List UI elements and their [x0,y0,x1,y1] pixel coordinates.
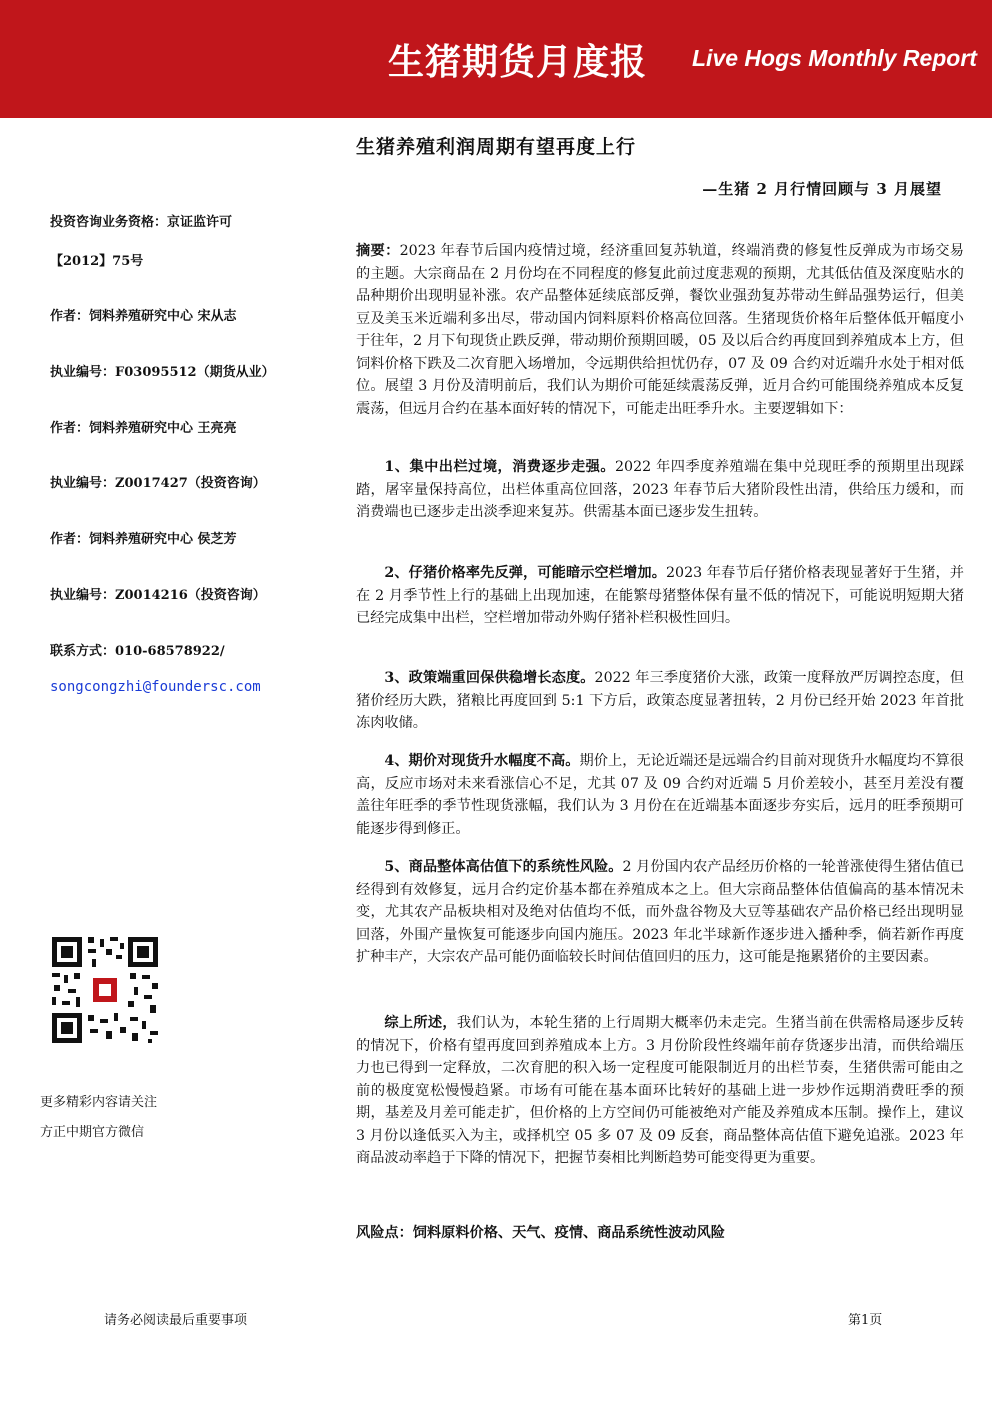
abstract-text: 2023 年春节后国内疫情过境，经济重回复苏轨道，终端消费的修复性反弹成为市场交易的主题。大宗商品在 2 月份均在不同程度的修复此前过度悲观的预期，尤其低估值及深度贴水的品种期价出现明显补涨。农产品整体延续底部反弹，餐饮业强劲复苏带动生鲜品强势运行，但美豆及美玉米近端利多出尽，带动国内饲料原料价格高位回落。生猪现货价格年后整体低开幅度小于往年，2 月下旬现货止跌反弹，带动期价预期回暖，05 及以后合约再度回到养殖成本上方，但饲料价格下跌及二次育肥入场增加，令远期供给担忧仍存，07 及 09 合约对近端升水处于相对低位。展望 3 月份及清明前后，我们认为期价可能延续震荡反弹，近月合约可能围绕养殖成本反复震荡，但远月合约在基本面好转的情况下，可能走出旺季升水。主要逻辑如下： [356,243,964,417]
section-2 [356,562,964,630]
summary-heading: 综上所述， [384,1015,457,1031]
abstract-label: 摘要： [356,243,400,259]
qualification-line-1: 投资咨询业务资格：京证监许可 [50,215,233,230]
license-1: 执业编号：F03095512（期货从业） [50,365,275,380]
report-title-cn: 生猪期货月度报 [388,42,648,83]
section-4 [356,750,964,840]
author-2: 作者：饲料养殖研究中心 王亮亮 [50,421,237,436]
document-subtitle: —生猪 2 月行情回顾与 3 月展望 [702,180,942,198]
abstract-paragraph [356,240,964,420]
section-1-text: 2022 年四季度养殖端在集中兑现旺季的预期里出现踩踏，屠宰量保持高位，出栏体重高位回落，2023 年春节后大猪阶段性出清，供给压力缓和，而消费端也已逐步走出淡季迎来复苏。供需基本面已逐步发生扭转。 [356,459,964,520]
author-3: 作者：饲料养殖研究中心 侯芝芳 [50,532,237,547]
section-5 [356,856,964,969]
header-banner [0,0,992,118]
section-3 [356,667,964,735]
follow-prompt-1: 更多精彩内容请关注 [40,1095,158,1110]
section-3-heading: 3、政策端重回保供稳增长态度。 [384,670,595,686]
document-title: 生猪养殖利润周期有望再度上行 [355,136,636,158]
footer-disclaimer: 请务必阅读最后重要事项 [104,1313,248,1328]
summary-paragraph [356,1012,964,1170]
qualification-line-2: 【2012】75号 [50,254,144,269]
section-1-heading: 1、集中出栏过境，消费逐步走强。 [384,459,616,475]
license-2: 执业编号：Z0017427（投资咨询） [50,476,266,491]
follow-prompt-2: 方正中期官方微信 [40,1125,145,1140]
license-3: 执业编号：Z0014216（投资咨询） [50,588,266,603]
section-2-text: 2023 年春节后仔猪价格表现显著好于生猪，并在 2 月季节性上行的基础上出现加速，在能繁母猪整体保有量不低的情况下，可能说明短期大猪已经完成集中出栏，空栏增加带动外购仔猪补栏积极性回归。 [356,565,964,626]
section-1 [356,456,964,524]
contact-phone: 联系方式：010-68578922/ [50,644,225,659]
section-4-text: 期价上，无论近端还是远端合约目前对现货升水幅度均不算很高，反应市场对未来看涨信心不足，尤其 07 及 09 合约对近端 5 月价差较小，甚至月差没有覆盖往年旺季的季节性现货涨幅，我们认为 3 月份在在近端基本面逐步夯实后，远月的旺季预期可能逐步得到修正。 [356,753,964,837]
summary-text: 我们认为，本轮生猪的上行周期大概率仍未走完。生猪当前在供需格局逐步反转的情况下，价格有望再度回到养殖成本上方。3 月份阶段性终端年前存货逐步出清，而供给端压力也已得到一定释放，二次育肥的积入场一定程度可能限制近月的出栏节奏，生猪供需可能由之前的极度宽松慢慢趋紧。市场有可能在基本面环比转好的基础上进一步炒作远期消费旺季的预期，基差及月差可能走扩，但价格的上方空间仍可能被绝对产能及养殖成本压制。操作上，建议 3 月份以逢低买入为主，或择机空 05 多 07 及 09 反套，商品整体高估值下避免追涨。2023 年商品波动率趋于下降的情况下，把握节奏相比判断趋势可能变得更为重要。 [356,1015,964,1166]
contact-email[interactable]: songcongzhi@foundersc.com [50,679,261,695]
footer-page-number: 第1页 [848,1313,883,1328]
risk-points: 风险点：饲料原料价格、天气、疫情、商品系统性波动风险 [356,1225,725,1241]
section-5-text: 2 月份国内农产品经历价格的一轮普涨使得生猪估值已经得到有效修复，远月合约定价基本都在养殖成本之上。但大宗商品整体估值偏高的基本情况未变，尤其农产品板块相对及绝对估值均不低，而外盘谷物及大豆等基础农产品价格已经出现明显回落，外围产量恢复可能逐步向国内施压。2023 年北半球新作逐步进入播种季，倘若新作再度扩种丰产，大宗农产品可能仍面临较长时间估值回归的压力，这可能是拖累猪价的主要因素。 [356,859,965,965]
section-5-heading: 5、商品整体高估值下的系统性风险。 [384,859,623,875]
section-3-text: 2022 年三季度猪价大涨，政策一度释放严厉调控态度，但猪价经历大跌，猪粮比再度回到 5:1 下方后，政策态度显著扭转，2 月份已经开始 2023 年首批冻肉收储。 [356,670,965,731]
wechat-qr-code [50,935,160,1045]
section-2-heading: 2、仔猪价格率先反弹，可能暗示空栏增加。 [384,565,667,581]
section-4-heading: 4、期价对现货升水幅度不高。 [384,753,580,769]
report-title-en: Live Hogs Monthly Report [692,45,977,71]
author-1: 作者：饲料养殖研究中心 宋从志 [50,309,237,324]
